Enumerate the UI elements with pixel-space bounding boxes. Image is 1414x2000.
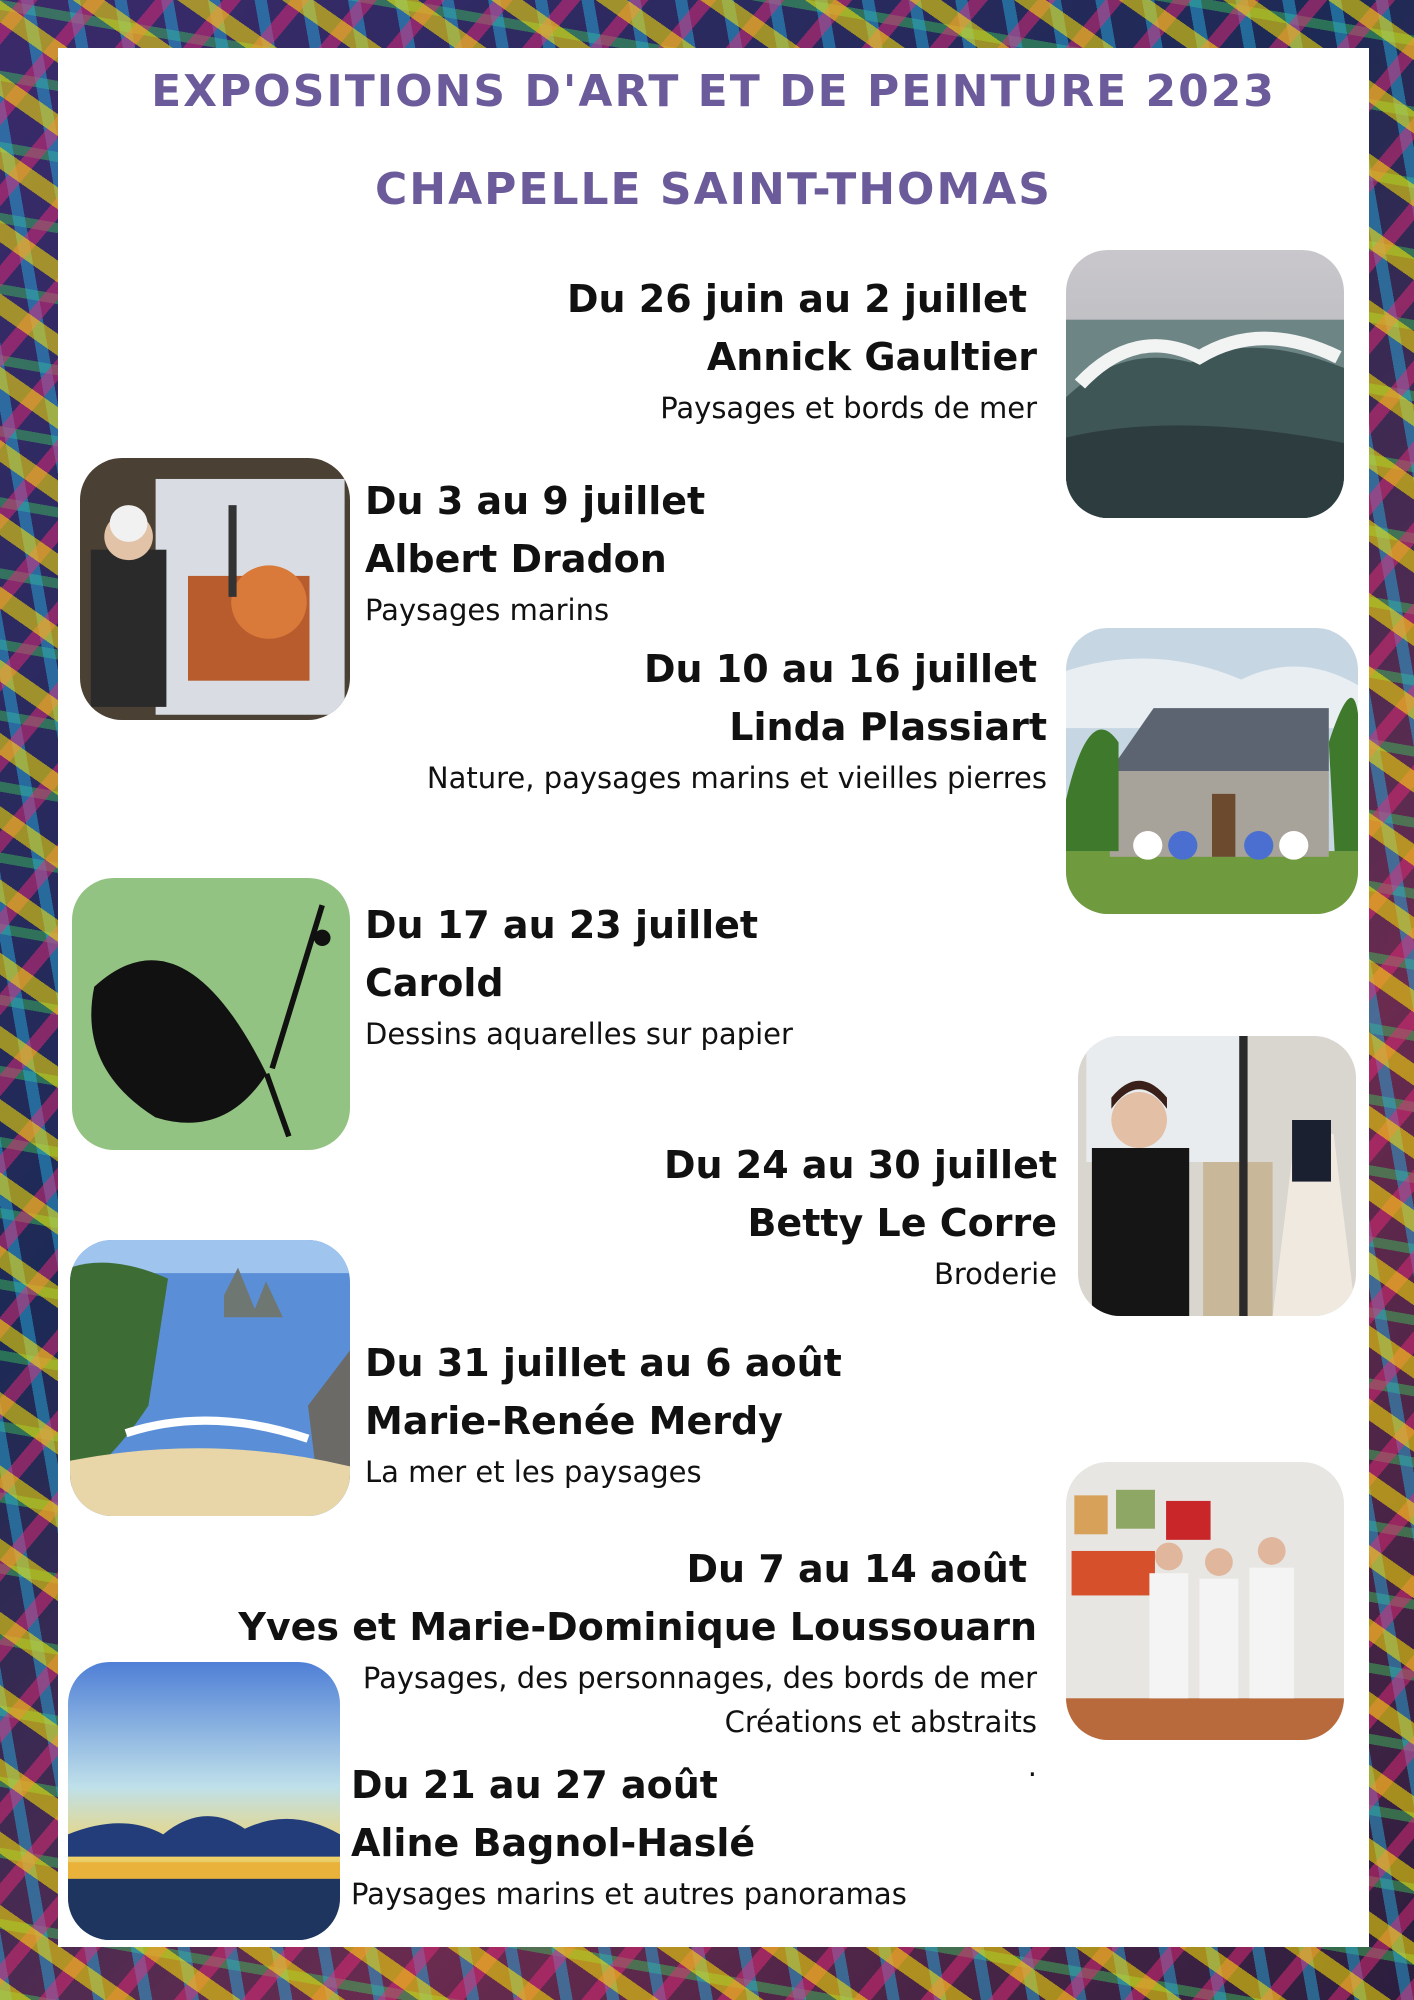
exhibition-artist: Carold (365, 961, 504, 1005)
page-title: EXPOSITIONS D'ART ET DE PEINTURE 2023 (151, 66, 1276, 117)
exhibition-dates: Du 10 au 16 juillet (643, 647, 1037, 691)
page-subtitle: CHAPELLE SAINT-THOMAS (375, 164, 1052, 215)
exhibition-dates: Du 7 au 14 août (686, 1547, 1027, 1591)
exhibition-entry (664, 1136, 1057, 1296)
exhibition-artist: Betty Le Corre (747, 1201, 1057, 1245)
exhibition-artist: Annick Gaultier (706, 335, 1037, 379)
exhibition-description: Paysages, des personnages, des bords de mer (362, 1661, 1037, 1695)
three-artists-photo-image (1066, 1462, 1344, 1740)
exhibition-dates: Du 26 juin au 2 juillet (566, 277, 1027, 321)
exhibition-entry (351, 1756, 907, 1916)
exhibition-description: Paysages et bords de mer (660, 391, 1037, 425)
exhibition-artist: Albert Dradon (365, 537, 667, 581)
exhibition-dates: Du 17 au 23 juillet (365, 903, 759, 947)
exhibition-description: Broderie (934, 1257, 1057, 1291)
exhibition-artist: Aline Bagnol-Haslé (351, 1821, 756, 1865)
exhibition-description-3: . (1027, 1749, 1037, 1783)
exhibition-entry (365, 896, 793, 1056)
sunset-painting-image (68, 1662, 340, 1940)
exhibition-entry (238, 1540, 1037, 1788)
exhibition-description: Dessins aquarelles sur papier (365, 1017, 793, 1051)
artist-with-boat-painting-image (80, 458, 350, 720)
poster (58, 48, 1369, 1947)
butterfly-drawing-image (72, 878, 350, 1150)
exhibition-artist: Marie-Renée Merdy (365, 1399, 783, 1443)
exhibition-entry (365, 472, 705, 632)
exhibition-dates: Du 3 au 9 juillet (365, 479, 706, 523)
exhibition-description: Nature, paysages marins et vieilles pierres (426, 761, 1047, 795)
exhibition-description: Paysages marins (365, 593, 610, 627)
exhibition-dates: Du 21 au 27 août (351, 1763, 718, 1807)
artist-with-dress-image (1078, 1036, 1356, 1316)
exhibition-entry (427, 640, 1047, 800)
exhibition-entry (567, 270, 1037, 430)
exhibition-description-2: Créations et abstraits (724, 1705, 1037, 1739)
exhibition-artist: Yves et Marie-Dominique Loussouarn (238, 1605, 1037, 1649)
exhibition-artist: Linda Plassiart (729, 705, 1047, 749)
exhibition-description: Paysages marins et autres panoramas (351, 1877, 907, 1911)
exhibition-entry (365, 1334, 842, 1494)
coastal-cove-painting-image (70, 1240, 350, 1516)
chapel-painting-image (1066, 628, 1358, 914)
exhibition-dates: Du 31 juillet au 6 août (365, 1341, 842, 1385)
exhibition-description: La mer et les paysages (365, 1455, 702, 1489)
wave-painting-image (1066, 250, 1344, 518)
exhibition-dates: Du 24 au 30 juillet (663, 1143, 1057, 1187)
